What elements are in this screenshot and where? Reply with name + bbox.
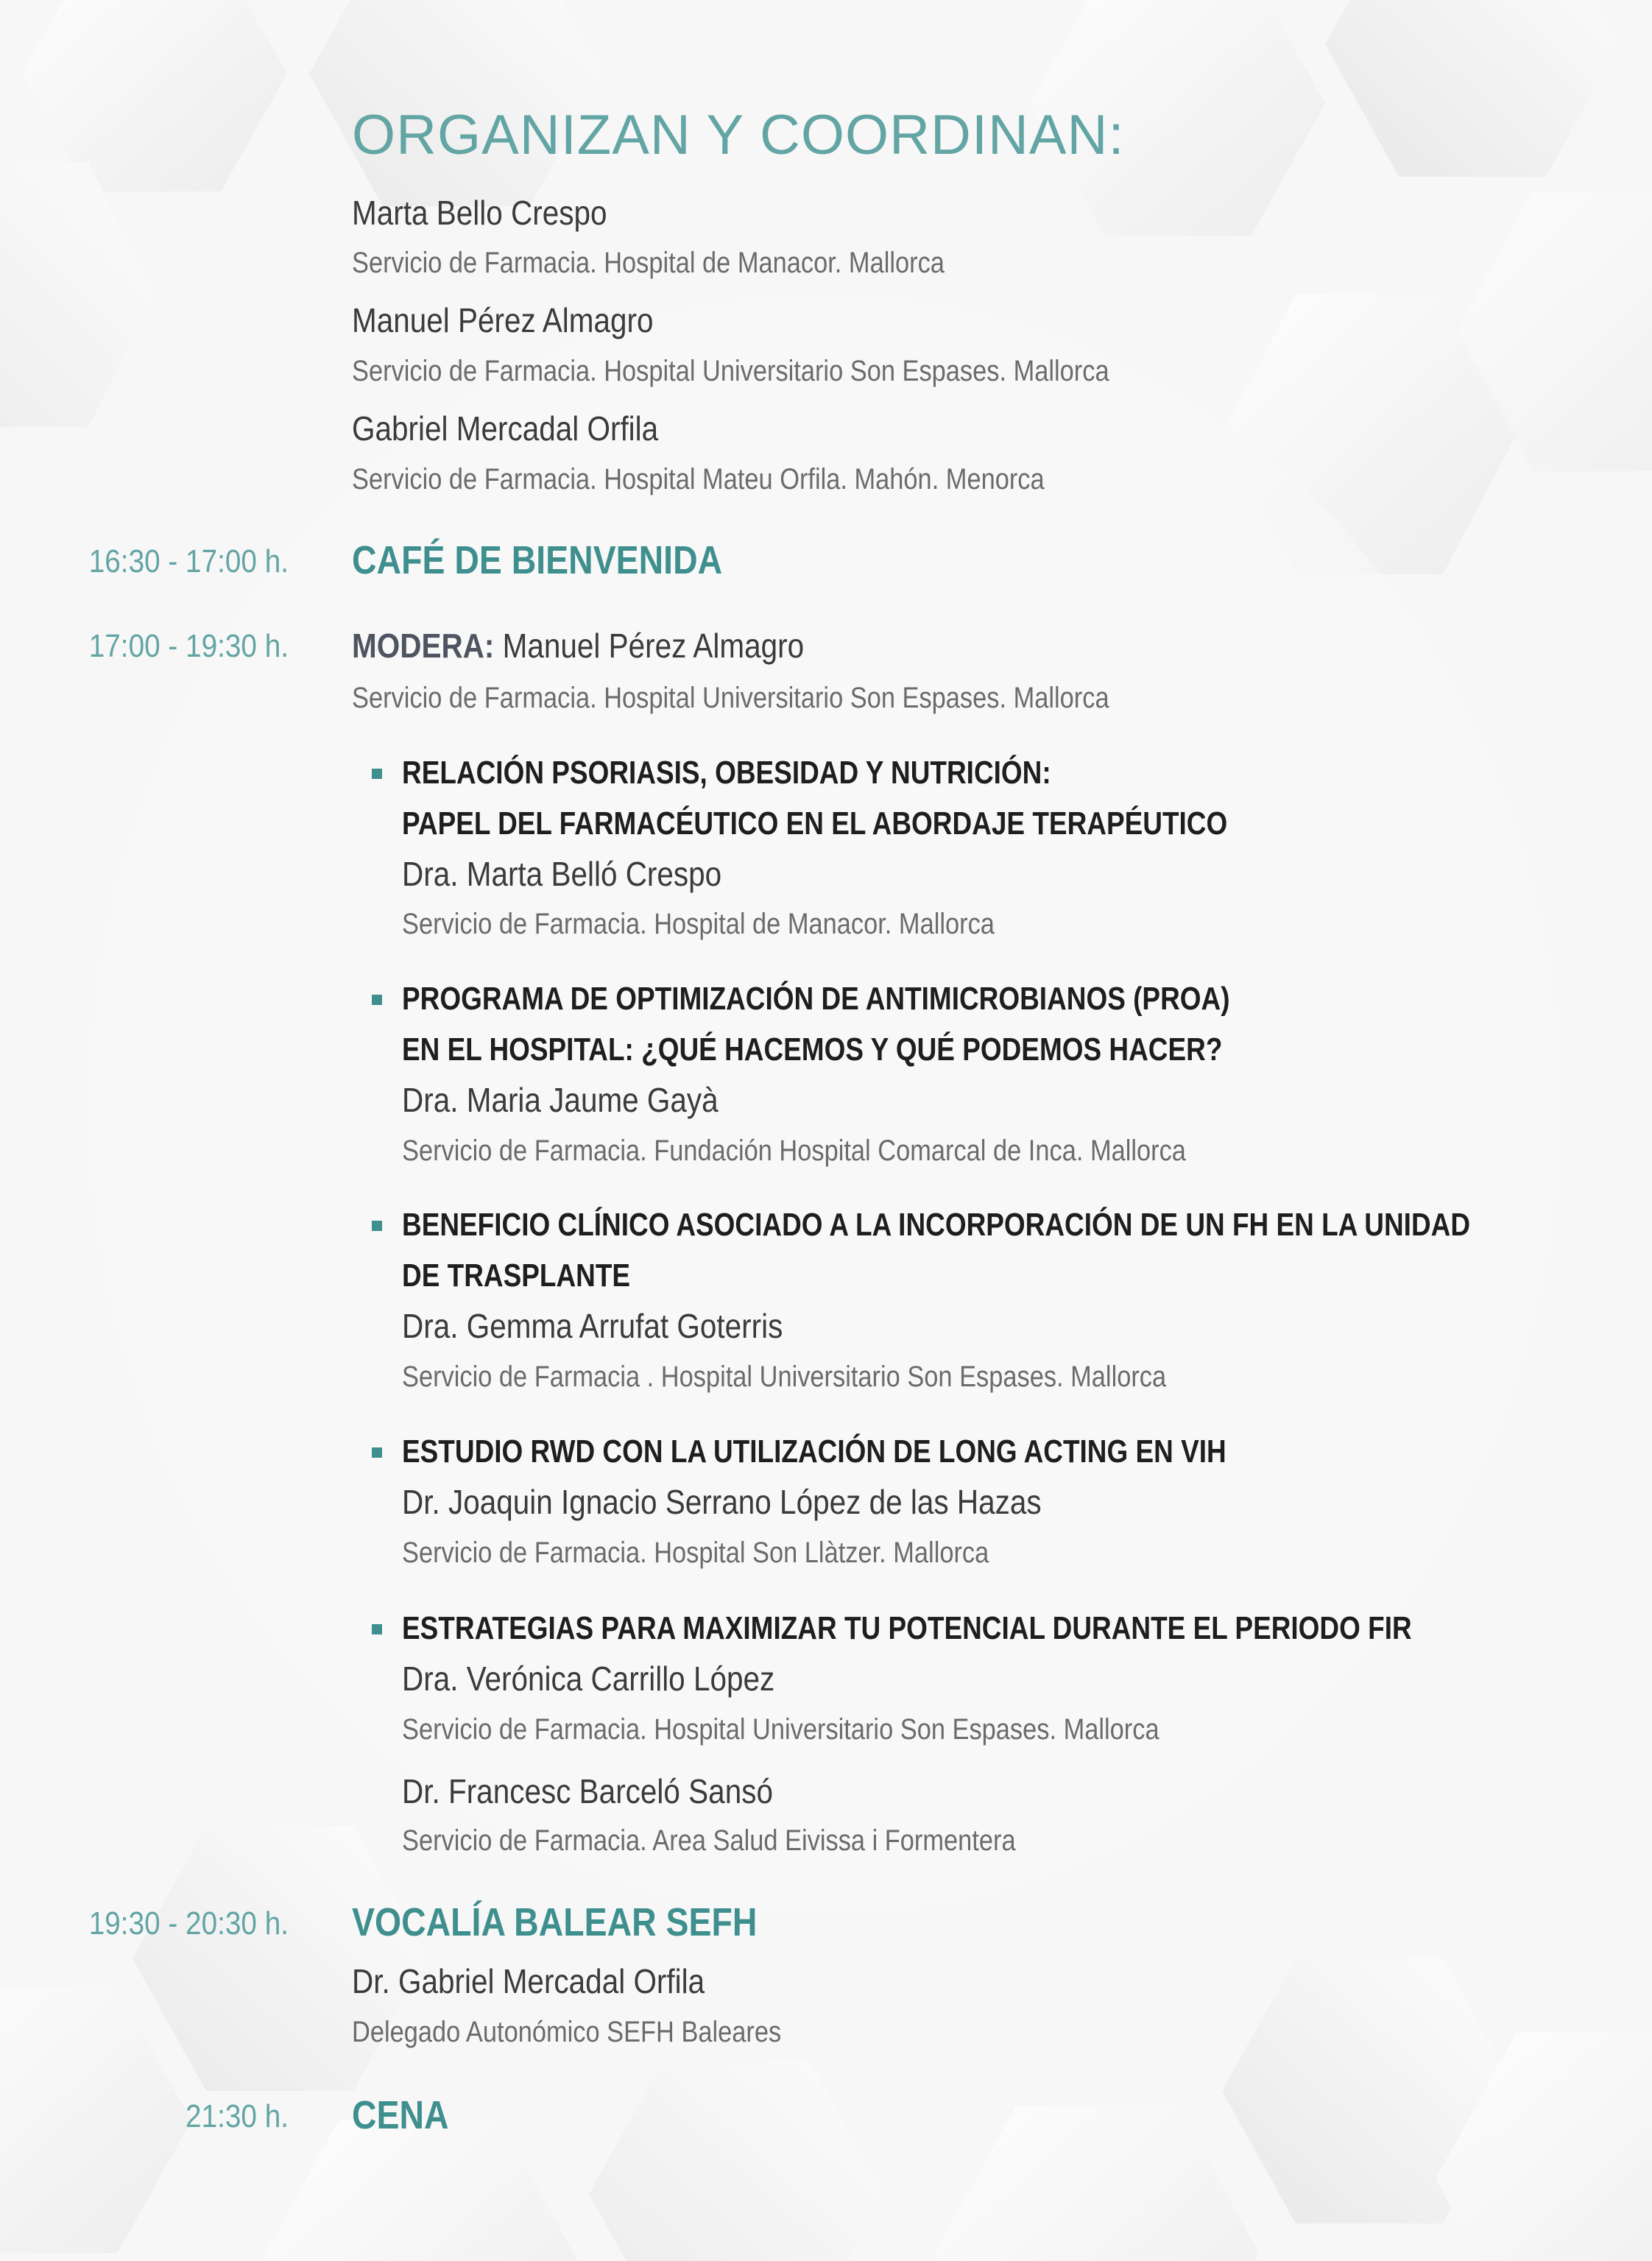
talk-speaker: Dra. Verónica Carrillo López — [402, 1659, 775, 1698]
vocalia-role: Delegado Autonómico SEFH Baleares — [352, 2016, 782, 2048]
talk-title: ESTUDIO RWD CON LA UTILIZACIÓN DE LONG ACTING EN VIH — [402, 1433, 1226, 1470]
bullet-icon — [372, 995, 382, 1005]
bullet-icon — [372, 769, 382, 779]
organizer-affiliation: Servicio de Farmacia. Hospital Mateu Orfila. Mahón. Menorca — [352, 463, 1045, 495]
vocalia-speaker: Dr. Gabriel Mercadal Orfila — [352, 1962, 705, 2000]
organizer-affiliation: Servicio de Farmacia. Hospital Universitario Son Espases. Mallorca — [352, 355, 1109, 387]
vocalia-time: 19:30 - 20:30 h. — [88, 1905, 289, 1941]
moderator-label: MODERA: — [352, 627, 495, 665]
talk-title: PROGRAMA DE OPTIMIZACIÓN DE ANTIMICROBIANOS (PROA) — [402, 981, 1230, 1017]
organizer-name: Manuel Pérez Almagro — [352, 301, 654, 339]
moderator-affiliation: Servicio de Farmacia. Hospital Universitario Son Espases. Mallorca — [352, 682, 1109, 714]
organizer-name: Marta Bello Crespo — [352, 194, 607, 232]
organizer-affiliation: Servicio de Farmacia. Hospital de Manacor. Mallorca — [352, 247, 945, 279]
talk-speaker: Dra. Marta Belló Crespo — [402, 855, 722, 893]
bullet-icon — [372, 1447, 382, 1458]
organizers-heading: ORGANIZAN Y COORDINAN: — [352, 104, 1125, 166]
talk-title: EN EL HOSPITAL: ¿QUÉ HACEMOS Y QUÉ PODEMOS HACER? — [402, 1031, 1223, 1068]
talk-affiliation: Servicio de Farmacia. Fundación Hospital Comarcal de Inca. Mallorca — [402, 1135, 1186, 1167]
talk-speaker: Dr. Francesc Barceló Sansó — [402, 1772, 773, 1810]
talk-affiliation: Servicio de Farmacia. Hospital Son Llàtzer. Mallorca — [402, 1537, 989, 1569]
talk-speaker: Dr. Joaquin Ignacio Serrano López de las Hazas — [402, 1483, 1042, 1521]
bullet-icon — [372, 1221, 382, 1231]
talk-affiliation: Servicio de Farmacia . Hospital Universitario Son Espases. Mallorca — [402, 1361, 1167, 1393]
talk-affiliation: Servicio de Farmacia. Hospital de Manacor. Mallorca — [402, 908, 995, 940]
talk-speaker: Dra. Gemma Arrufat Goterris — [402, 1307, 783, 1345]
organizer-name: Gabriel Mercadal Orfila — [352, 409, 659, 448]
dinner-title: CENA — [352, 2093, 449, 2137]
moderator-line — [352, 626, 804, 666]
talk-affiliation: Servicio de Farmacia. Area Salud Eivissa i Formentera — [402, 1824, 1016, 1857]
talk-title: DE TRASPLANTE — [402, 1258, 631, 1294]
talk-affiliation: Servicio de Farmacia. Hospital Universitario Son Espases. Mallorca — [402, 1713, 1159, 1746]
bullet-icon — [372, 1624, 382, 1634]
welcome-time: 16:30 - 17:00 h. — [88, 543, 289, 579]
talk-speaker: Dra. Maria Jaume Gayà — [402, 1081, 719, 1119]
session-time: 17:00 - 19:30 h. — [88, 628, 289, 664]
talk-title: ESTRATEGIAS PARA MAXIMIZAR TU POTENCIAL DURANTE EL PERIODO FIR — [402, 1610, 1412, 1646]
welcome-title: CAFÉ DE BIENVENIDA — [352, 538, 723, 582]
talk-title: BENEFICIO CLÍNICO ASOCIADO A LA INCORPORACIÓN DE UN FH EN LA UNIDAD — [402, 1207, 1471, 1243]
moderator-name: Manuel Pérez Almagro — [494, 627, 805, 665]
dinner-time: 21:30 h. — [186, 2098, 289, 2134]
talk-title: PAPEL DEL FARMACÉUTICO EN EL ABORDAJE TERAPÉUTICO — [402, 805, 1228, 842]
vocalia-title: VOCALÍA BALEAR SEFH — [352, 1900, 758, 1944]
talk-title: RELACIÓN PSORIASIS, OBESIDAD Y NUTRICIÓN: — [402, 755, 1051, 791]
